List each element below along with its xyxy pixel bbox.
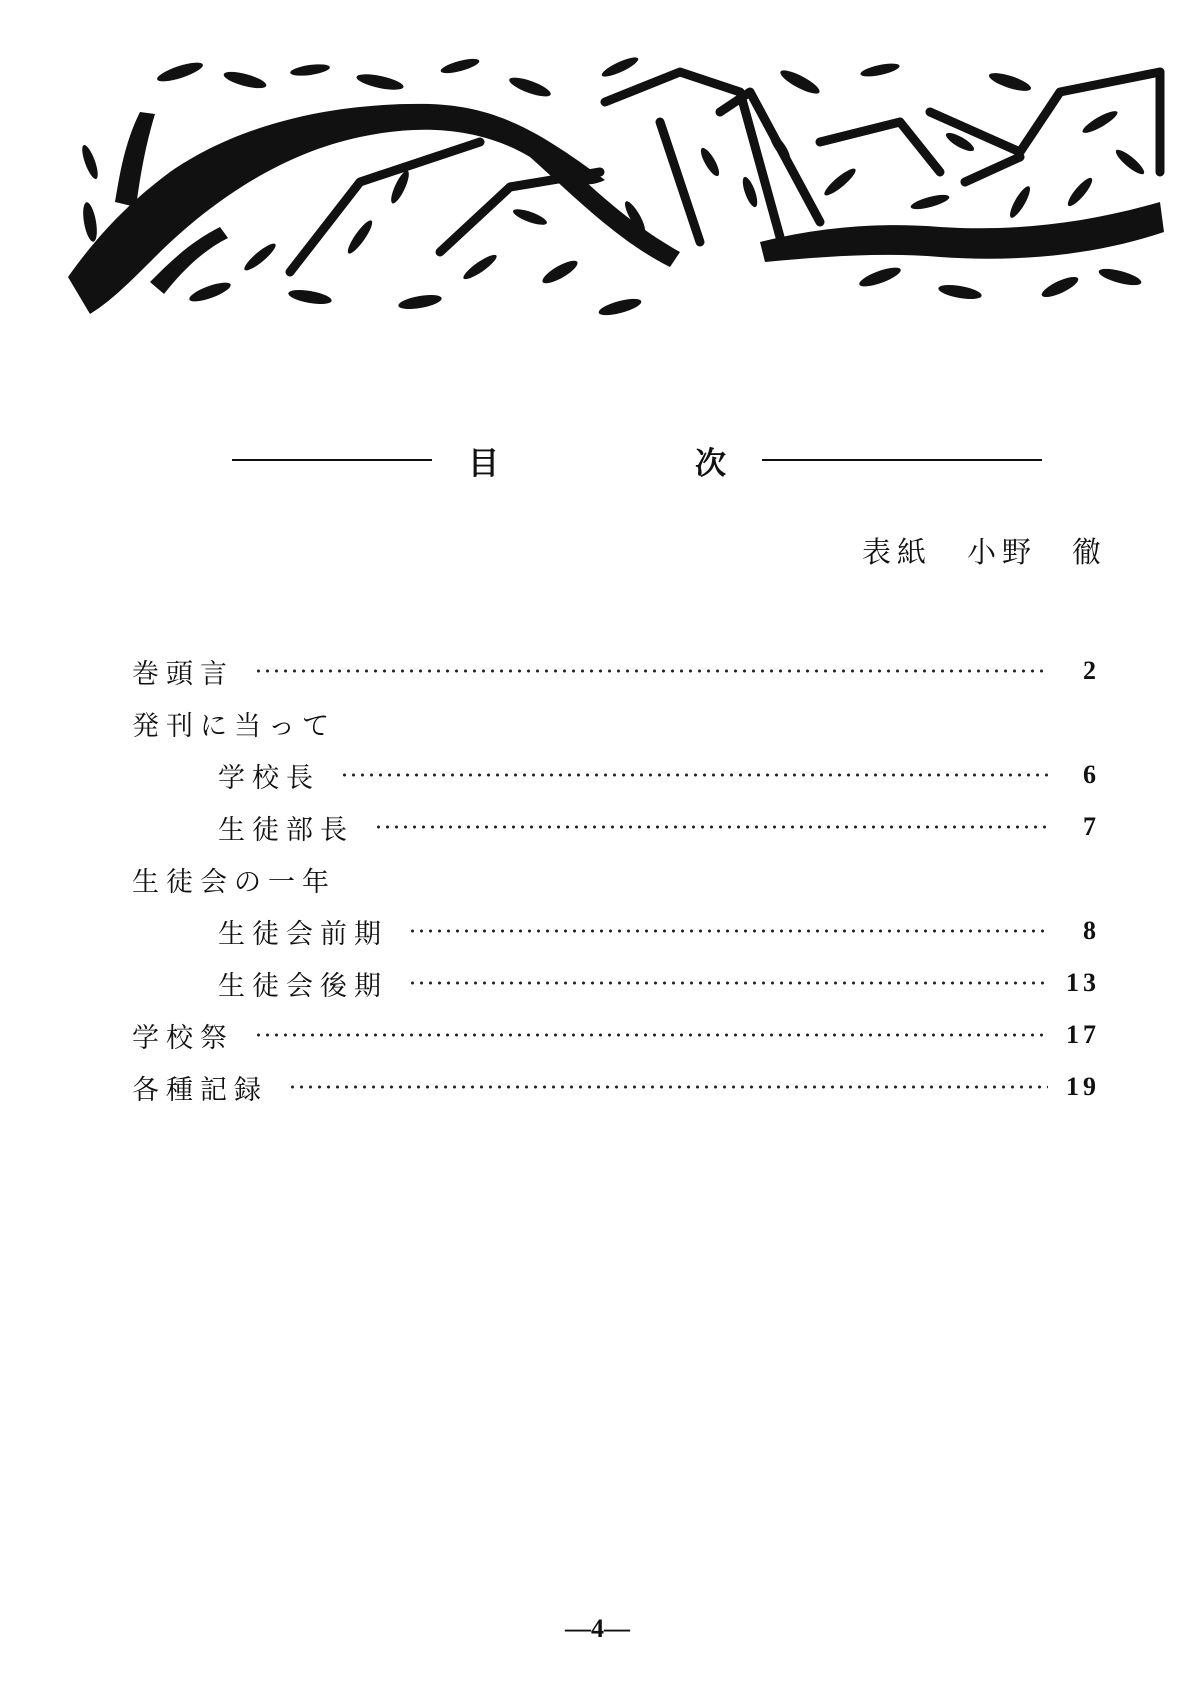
page-number: ―4― <box>565 1614 630 1643</box>
toc-entry-page: 8 <box>1083 916 1100 945</box>
toc-entry-label: 発刊に当って <box>132 710 336 742</box>
toc-title <box>432 438 762 483</box>
toc-entry <box>132 801 1100 853</box>
dot-leader <box>374 823 1048 831</box>
toc-entry-label: 生徒会の一年 <box>132 866 336 898</box>
dot-leader <box>288 1083 1048 1091</box>
dot-leader <box>408 927 1048 935</box>
heading-rule-right <box>762 459 1042 461</box>
toc-heading <box>232 435 1042 485</box>
toc-entry-page: 7 <box>1083 812 1100 841</box>
dot-leader <box>254 1031 1048 1039</box>
woodcut-banner-illustration <box>60 52 1170 352</box>
toc-list <box>132 645 1100 1113</box>
toc-entry <box>132 1009 1100 1061</box>
toc-entry <box>132 749 1100 801</box>
dot-leader <box>340 771 1048 779</box>
toc-entry-page: 13 <box>1066 968 1100 997</box>
dot-leader <box>408 979 1048 987</box>
cover-credit: 表紙 小野 徹 <box>861 535 1107 569</box>
toc-entry <box>132 1061 1100 1113</box>
toc-entry-label: 学校長 <box>218 762 320 794</box>
toc-title-char-2: 次 <box>695 445 726 482</box>
heading-rule-left <box>232 459 432 461</box>
toc-entry <box>132 645 1100 697</box>
toc-entry-label: 各種記録 <box>132 1074 268 1106</box>
toc-entry-page: 2 <box>1083 656 1100 685</box>
toc-entry-page: 19 <box>1066 1072 1100 1101</box>
toc-entry-page: 17 <box>1066 1020 1100 1049</box>
toc-entry <box>132 905 1100 957</box>
dot-leader <box>254 667 1048 675</box>
toc-section-heading <box>132 697 1100 749</box>
toc-entry-label: 生徒会後期 <box>218 970 388 1002</box>
toc-entry-label: 学校祭 <box>132 1022 234 1054</box>
toc-entry-label: 巻頭言 <box>132 658 234 690</box>
toc-entry <box>132 957 1100 1009</box>
toc-entry-label: 生徒部長 <box>218 814 354 846</box>
toc-entry-page: 6 <box>1083 760 1100 789</box>
toc-section-heading <box>132 853 1100 905</box>
toc-entry-label: 生徒会前期 <box>218 918 388 950</box>
toc-title-char-1: 目 <box>468 445 499 482</box>
